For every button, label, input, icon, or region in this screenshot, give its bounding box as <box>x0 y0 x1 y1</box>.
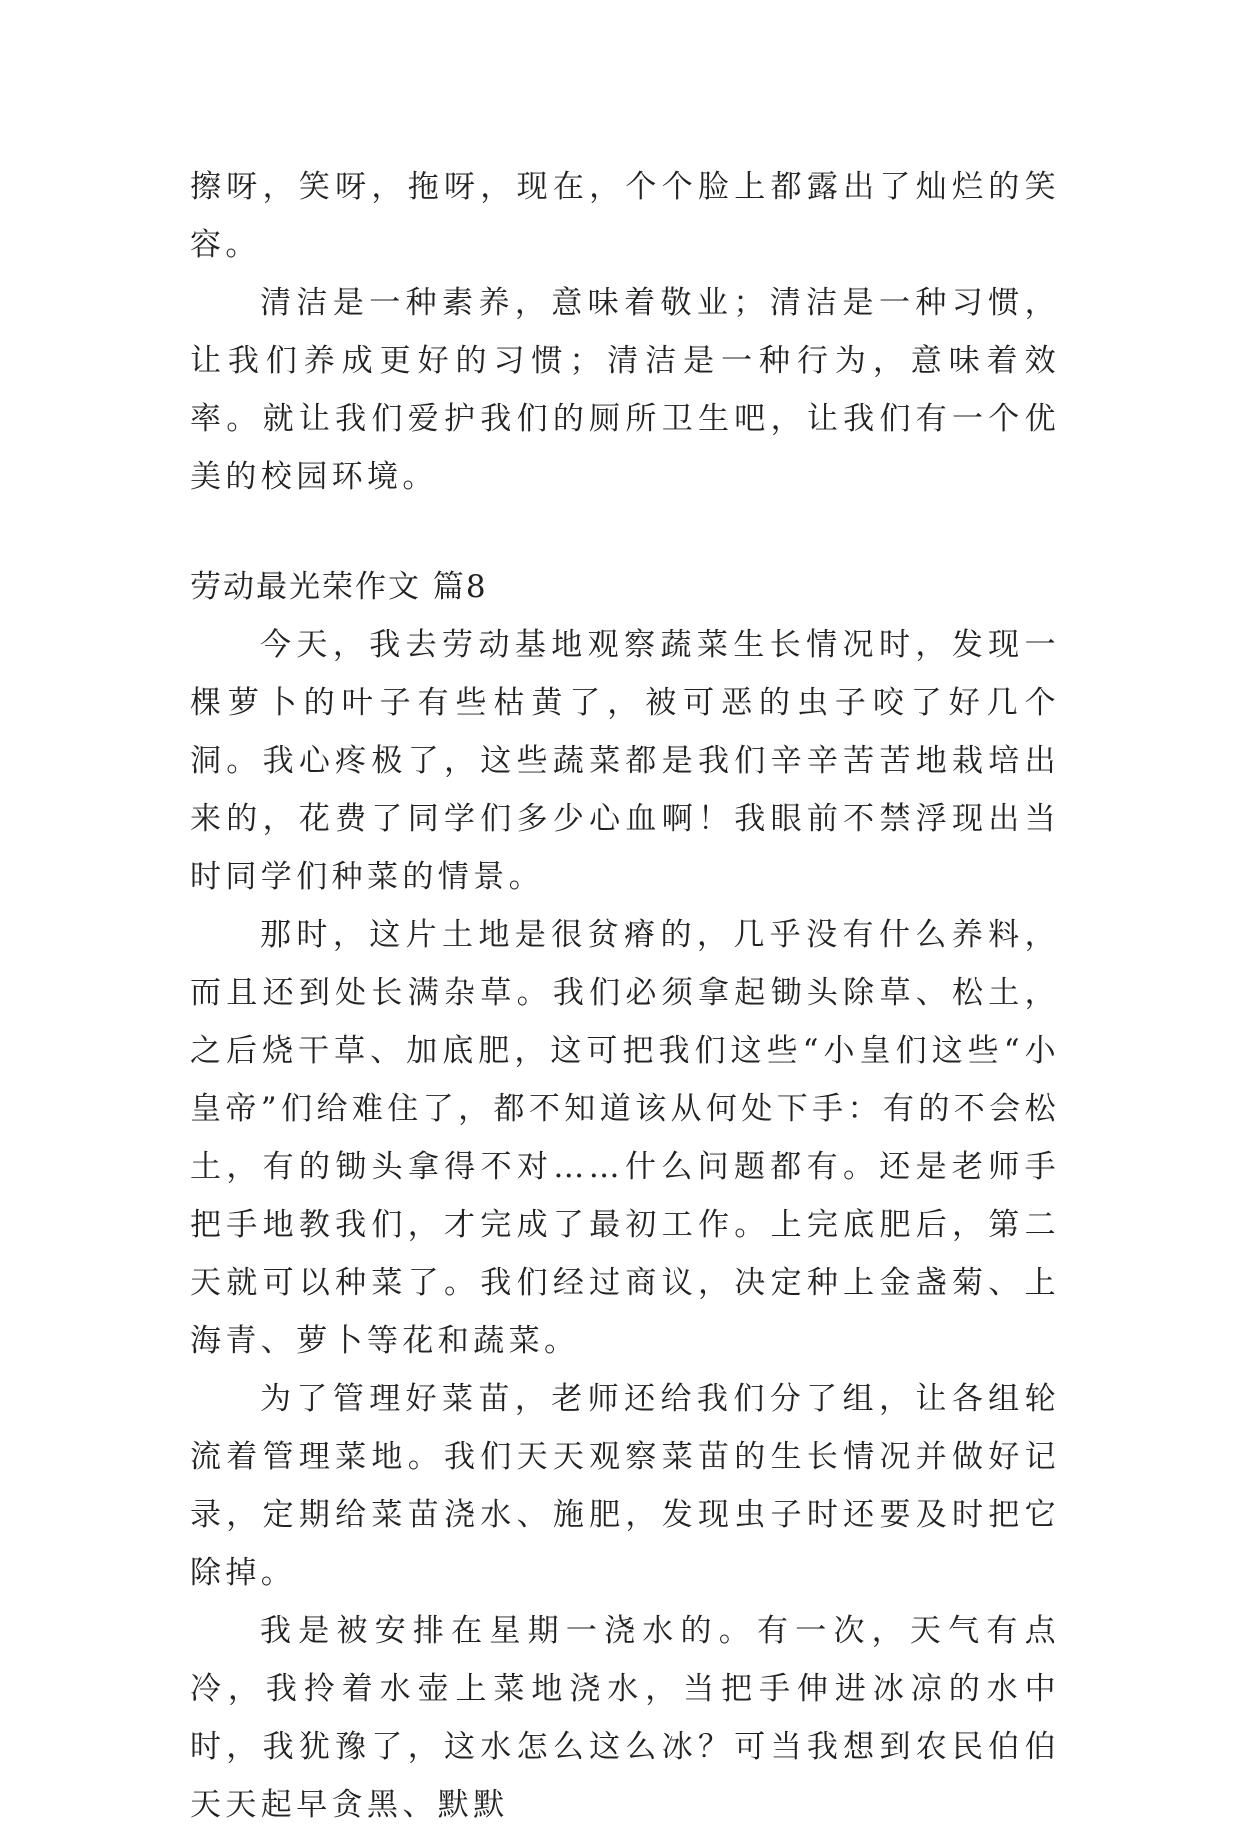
paragraph-continuation: 擦呀，笑呀，拖呀，现在，个个脸上都露出了灿烂的笑容。 <box>190 169 1060 263</box>
paragraph-management: 为了管理好菜苗，老师还给我们分了组，让各组轮流着管理菜地。我们天天观察菜苗的生长情况并做好记录，定期给菜苗浇水、施肥，发现虫子时还要及时把它除掉。 <box>190 1381 1060 1591</box>
paragraph-cleanliness: 清洁是一种素养，意味着敬业；清洁是一种习惯，让我们养成更好的习惯；清洁是一种行为，意味着效率。就让我们爱护我们的厕所卫生吧，让我们有一个优美的校园环境。 <box>190 285 1060 495</box>
paragraph-planting: 那时，这片土地是很贫瘠的，几乎没有什么养料，而且还到处长满杂草。我们必须拿起锄头除草、松土，之后烧干草、加底肥，这可把我们这些“小皇们这些“小皇帝”们给难住了，都不知道该从何处下手：有的不会松土，有的锄头拿得不对……什么问题都有。还是老师手把手地教我们，才完成了最初工作。上完底肥后，第二天就可以种菜了。我们经过商议，决定种上金盏菊、上海青、萝卜等花和蔬菜。 <box>190 917 1060 1359</box>
paragraph-observation: 今天，我去劳动基地观察蔬菜生长情况时，发现一棵萝卜的叶子有些枯黄了，被可恶的虫子咬了好几个洞。我心疼极了，这些蔬菜都是我们辛辛苦苦地栽培出来的，花费了同学们多少心血啊！我眼前不禁浮现出当时同学们种菜的情景。 <box>190 627 1060 895</box>
paragraph-watering: 我是被安排在星期一浇水的。有一次，天气有点冷，我拎着水壶上菜地浇水，当把手伸进冰凉的水中时，我犹豫了，这水怎么这么冰？可当我想到农民伯伯天天起早贪黑、默默 <box>190 1613 1060 1823</box>
document-body <box>190 158 1060 1834</box>
section-title: 劳动最光荣作文 篇8 <box>190 569 488 605</box>
